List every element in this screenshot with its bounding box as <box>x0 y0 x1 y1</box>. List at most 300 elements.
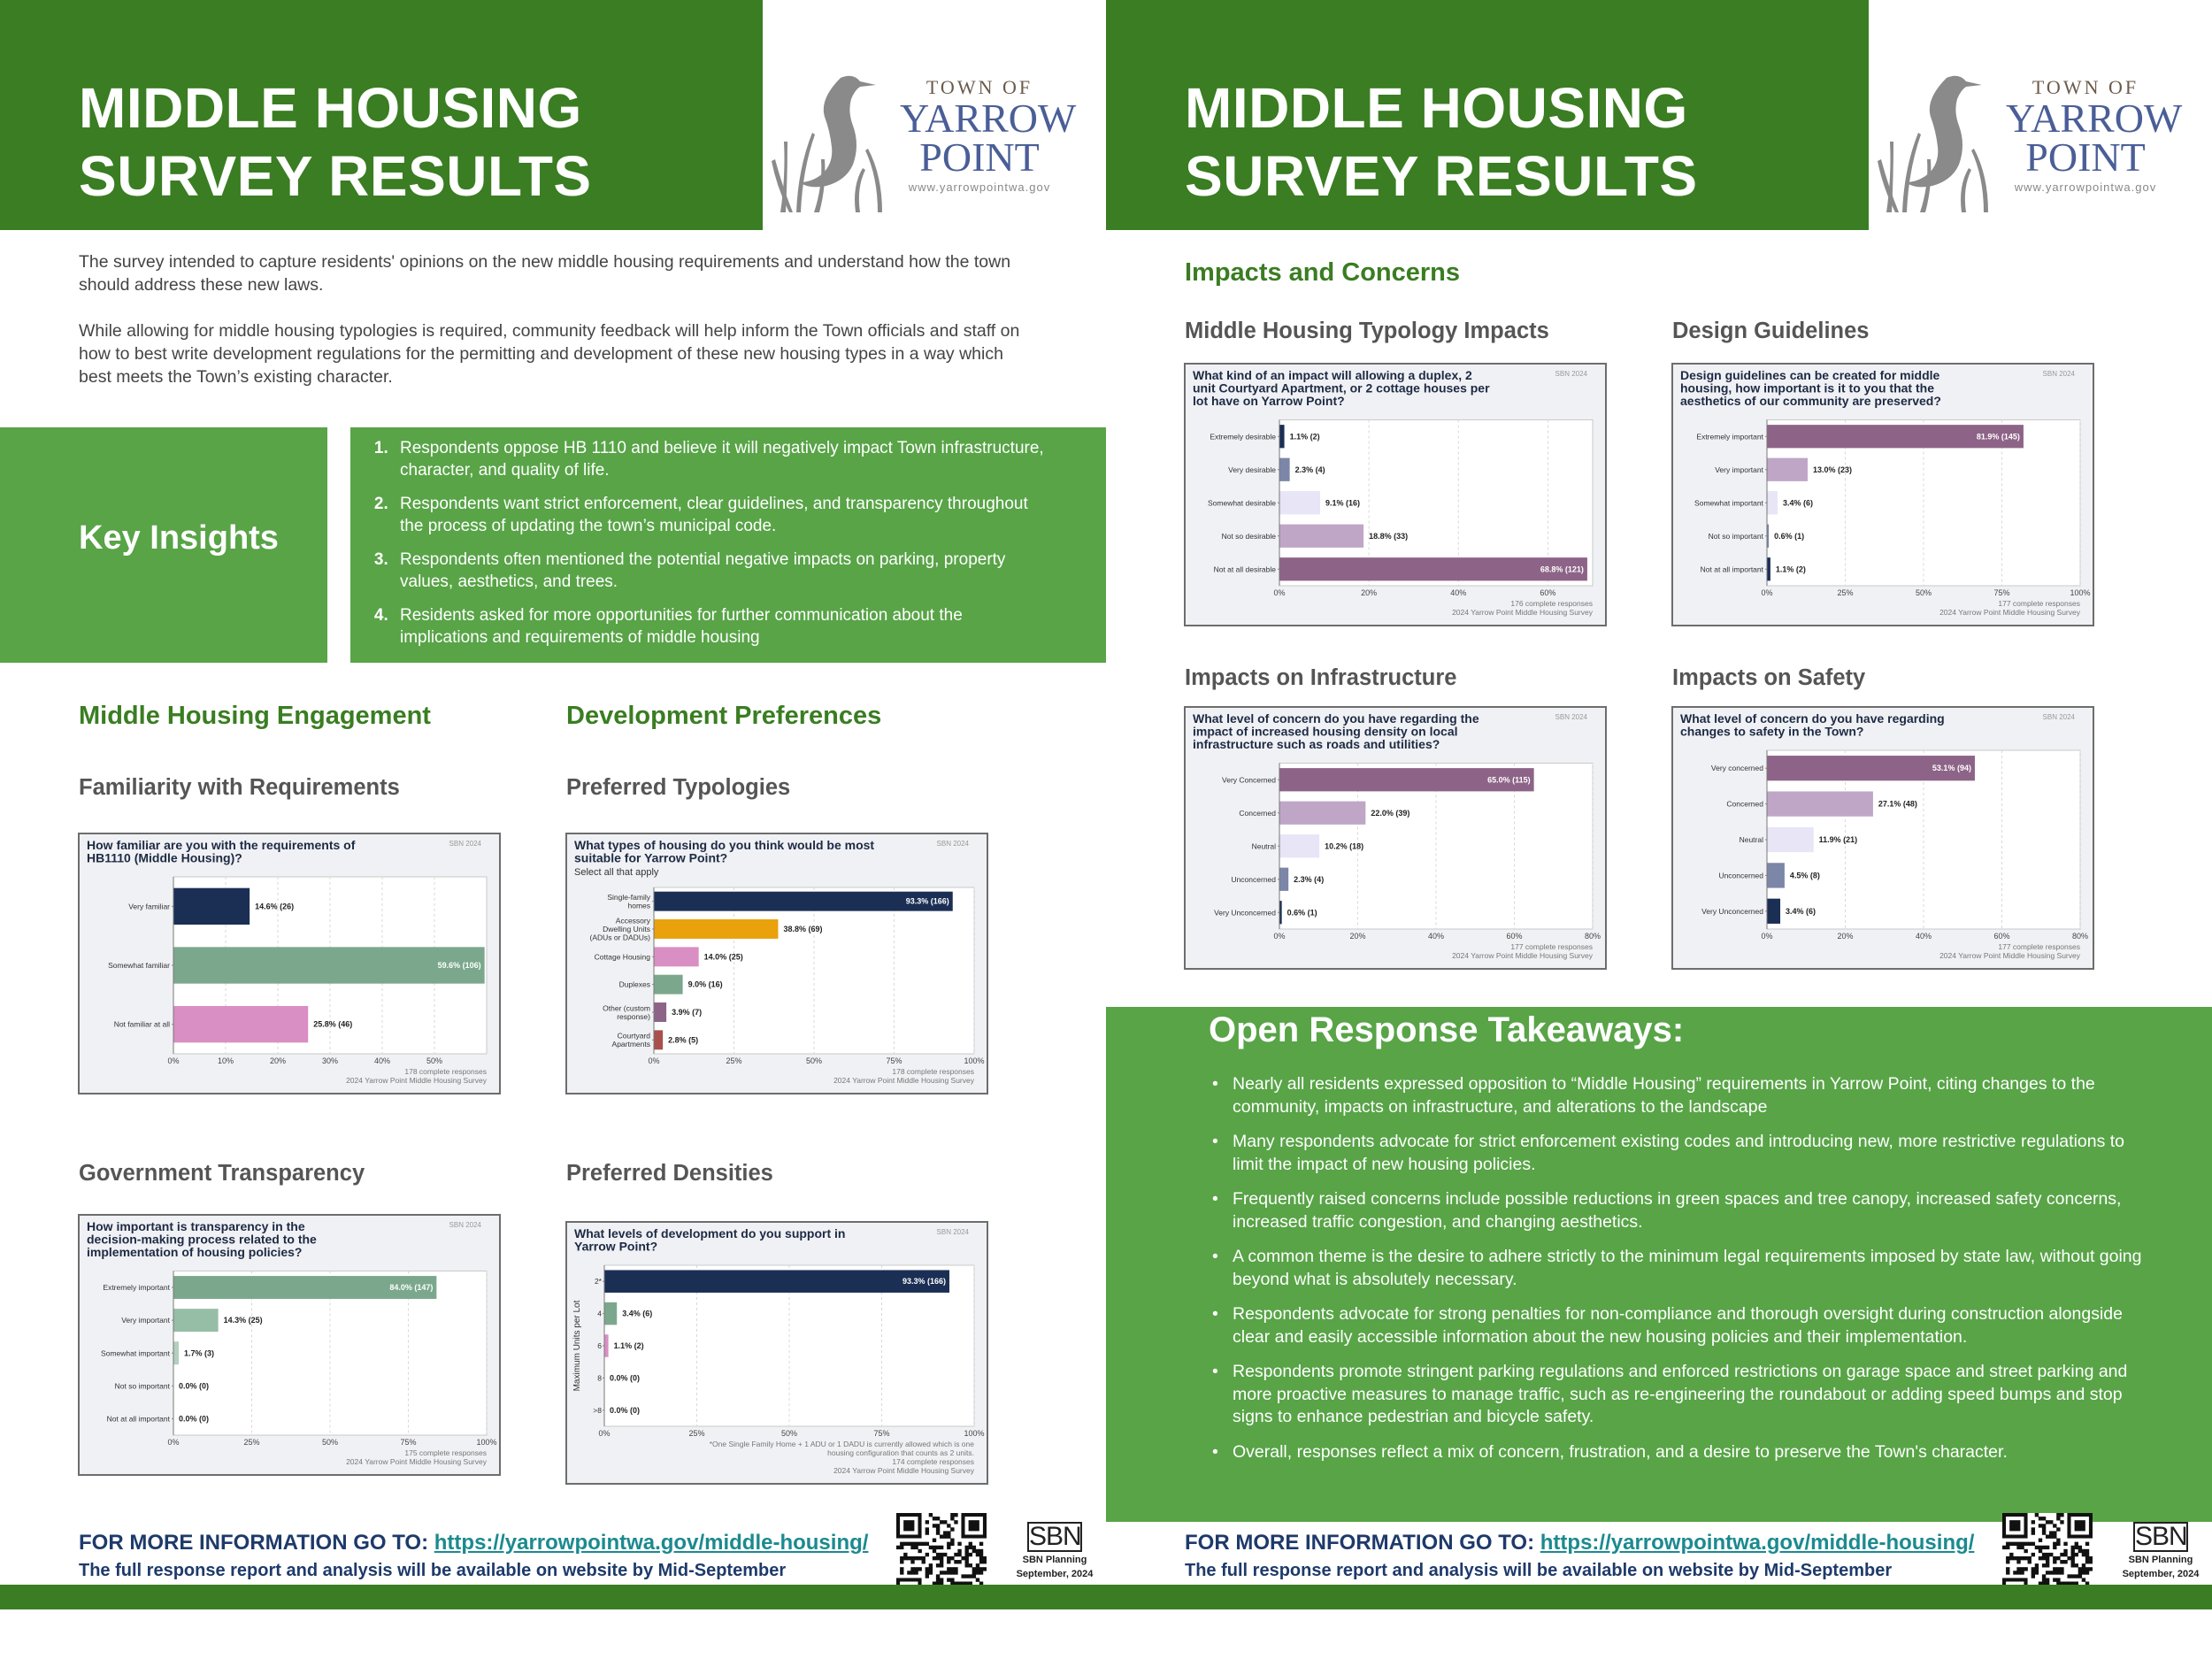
qr-module <box>910 1546 914 1549</box>
qr-module <box>943 1531 947 1534</box>
qr-module <box>910 1560 914 1563</box>
bar <box>1767 827 1814 852</box>
data-label: 84.0% (147) <box>389 1283 434 1293</box>
chart-footnote: 2024 Yarrow Point Middle Housing Survey <box>1939 951 2080 960</box>
bar <box>604 1270 949 1292</box>
qr-module <box>2056 1571 2060 1574</box>
qr-module <box>2013 1571 2016 1574</box>
qr-module <box>2013 1556 2016 1560</box>
data-label: 38.8% (69) <box>783 925 823 933</box>
qr-module <box>2020 1567 2024 1571</box>
chart-title-line: How familiar are you with the requirements of <box>87 838 356 852</box>
bar <box>173 1309 219 1332</box>
qr-module <box>900 1560 903 1563</box>
qr-module <box>2053 1560 2056 1563</box>
subsection-safety: Impacts on Safety <box>1672 665 1866 690</box>
qr-module <box>2006 1571 2009 1574</box>
qr-module <box>926 1574 929 1578</box>
category-label: Very Unconcerned <box>1214 908 1276 918</box>
bar <box>654 975 683 995</box>
qr-module <box>961 1556 964 1560</box>
takeaways-title: Open Response Takeaways: <box>1209 1010 1685 1049</box>
category-label: Neutral <box>1739 835 1763 844</box>
qr-module <box>936 1527 940 1531</box>
logo-point: POINT <box>2025 134 2146 180</box>
data-label: 27.1% (48) <box>1878 799 1917 809</box>
qr-module <box>900 1556 903 1560</box>
footer-lead: FOR MORE INFORMATION GO TO: <box>1185 1531 1540 1555</box>
x-tick-label: 0% <box>167 1056 180 1065</box>
qr-module <box>954 1567 957 1571</box>
qr-module <box>965 1549 969 1553</box>
qr-module <box>2009 1556 2013 1560</box>
data-label: 0.0% (0) <box>179 1381 210 1391</box>
qr-module <box>2071 1560 2075 1563</box>
qr-module <box>2042 1578 2046 1581</box>
chart-title-line: What level of concern do you have regarding <box>1680 711 1945 726</box>
qr-module <box>936 1553 940 1556</box>
x-tick-label: 60% <box>1993 932 2010 941</box>
qr-module <box>2042 1531 2046 1534</box>
chart-title-line: decision-making process related to the <box>87 1232 317 1247</box>
bar <box>654 1030 663 1049</box>
data-label: 93.3% (166) <box>902 1277 946 1286</box>
chart-title-line: How important is transparency in the <box>87 1219 305 1233</box>
data-label: 9.1% (16) <box>1325 498 1361 508</box>
qr-module <box>2046 1578 2049 1581</box>
qr-module <box>947 1556 950 1560</box>
data-label: 14.3% (25) <box>223 1316 263 1325</box>
chart-title-line: What level of concern do you have regarding the <box>1193 711 1479 726</box>
subsection-typologies: Preferred Typologies <box>566 775 791 800</box>
category-label: Very important <box>121 1316 170 1325</box>
qr-module <box>976 1578 979 1581</box>
category-label: Extremely important <box>103 1283 170 1293</box>
qr-module <box>2028 1542 2032 1546</box>
qr-module <box>2075 1542 2078 1546</box>
x-tick-label: 40% <box>1450 588 1467 597</box>
bar <box>1767 458 1808 481</box>
qr-module <box>983 1567 987 1571</box>
insight-item: 3. Respondents often mentioned the potential negative impacts on parking, property values, aesthetics, and trees. <box>393 549 1053 593</box>
category-label: Single-family <box>607 892 650 902</box>
chart-title-line: unit Courtyard Apartment, or 2 cottage houses per <box>1193 380 1490 396</box>
x-tick-label: 0% <box>648 1056 660 1065</box>
category-label: Somewhat important <box>101 1348 170 1358</box>
data-label: 0.6% (1) <box>1774 531 1805 541</box>
qr-module <box>2085 1560 2089 1563</box>
insight-item: 1. Respondents oppose HB 1110 and believe it will negatively impact Town infrastructure, character, and quality of life. <box>393 438 1053 481</box>
data-label: 10.2% (18) <box>1325 841 1364 851</box>
data-label: 93.3% (166) <box>905 896 949 906</box>
qr-module <box>957 1553 961 1556</box>
qr-module <box>2056 1567 2060 1571</box>
qr-module <box>2039 1549 2042 1553</box>
key-insights-list <box>366 438 1053 649</box>
chart-title-line: aesthetics of our community are preserved? <box>1680 394 1941 408</box>
sbn-line-2: September, 2024 <box>2122 1569 2200 1579</box>
logo-town-of: TOWN OF <box>926 76 1033 98</box>
qr-module <box>2035 1567 2039 1571</box>
x-tick-label: 30% <box>321 1056 339 1065</box>
chart-tag: SBN 2024 <box>2042 370 2075 378</box>
qr-module <box>900 1567 903 1571</box>
qr-module <box>947 1534 950 1538</box>
qr-module <box>2028 1560 2032 1563</box>
qr-module <box>2089 1560 2093 1563</box>
qr-module <box>2089 1556 2093 1560</box>
data-label: 3.4% (6) <box>1783 498 1814 508</box>
qr-module <box>976 1567 979 1571</box>
qr-module <box>979 1567 983 1571</box>
qr-module <box>907 1542 910 1546</box>
chart-familiarity <box>78 833 501 1094</box>
data-label: 0.0% (0) <box>610 1373 641 1383</box>
qr-module <box>2009 1542 2013 1546</box>
qr-module <box>2032 1527 2035 1531</box>
qr-module <box>907 1556 910 1560</box>
x-tick-label: 50% <box>1915 588 1932 597</box>
footer-note: The full response report and analysis will be available on website by Mid-September <box>1185 1561 1893 1580</box>
x-tick-label: 75% <box>400 1438 417 1447</box>
category-label: Very familiar <box>128 902 170 911</box>
qr-module <box>926 1527 929 1531</box>
qr-module <box>969 1563 972 1567</box>
chart-footnote: 2024 Yarrow Point Middle Housing Survey <box>1939 608 2080 617</box>
data-label: 2.3% (4) <box>1294 874 1325 884</box>
qr-module <box>950 1578 954 1581</box>
qr-module <box>2046 1553 2049 1556</box>
sbn-mark: SBN <box>2135 1522 2187 1551</box>
y-axis-label: Maximum Units per Lot <box>572 1300 582 1392</box>
category-label: 8 <box>597 1373 602 1383</box>
category-label: Concerned <box>1239 808 1276 818</box>
qr-module <box>2063 1553 2067 1556</box>
x-tick-label: 60% <box>1506 932 1523 941</box>
bar <box>1767 791 1873 816</box>
bar <box>1279 802 1365 825</box>
intro-paragraph-1: The survey intended to capture residents' opinions on the new middle housing requirements and understand how the town should address these new laws. <box>79 252 1011 295</box>
chart-typologies <box>565 833 988 1094</box>
chart-footnote: 177 complete responses <box>1998 942 2080 951</box>
chart-title-line: Design guidelines can be created for middle <box>1680 368 1940 382</box>
qr-module <box>940 1571 943 1574</box>
qr-module <box>926 1571 929 1574</box>
qr-module <box>914 1556 918 1560</box>
qr-module <box>940 1560 943 1563</box>
qr-module <box>2032 1531 2035 1534</box>
x-tick-label: 80% <box>2071 932 2089 941</box>
takeaway-item: • Nearly all residents expressed opposition to “Middle Housing” requirements in Yarrow Point, citing changes to the community, impacts on infrastructure, and alterations to the landscape <box>1210 1073 2159 1118</box>
qr-module <box>947 1571 950 1574</box>
qr-module <box>2039 1517 2042 1520</box>
qr-module <box>954 1560 957 1563</box>
category-label: Very Unconcerned <box>1701 906 1763 916</box>
data-label: 9.0% (16) <box>687 979 723 989</box>
bar <box>1279 525 1363 548</box>
qr-module <box>947 1560 950 1563</box>
qr-module <box>947 1567 950 1571</box>
chart-title-line: Yarrow Point? <box>574 1239 658 1254</box>
category-label: Cottage Housing <box>594 952 650 962</box>
footer-link[interactable]: https://yarrowpointwa.gov/middle-housing/ <box>1540 1531 1975 1555</box>
qr-module <box>972 1574 976 1578</box>
data-label: 1.1% (2) <box>613 1341 644 1350</box>
x-tick-label: 100% <box>476 1438 497 1447</box>
x-tick-label: 25% <box>688 1429 705 1438</box>
takeaway-item: • Many respondents advocate for strict enforcement existing codes and introducing new, more restrictive regulations to limit the impact of new housing policies. <box>1210 1131 2159 1176</box>
chart-typology-impacts <box>1184 363 1607 626</box>
insight-item: 4. Residents asked for more opportunities for further communication about the implications and requirements of middle housing <box>393 605 1053 649</box>
category-label: Apartments <box>611 1040 650 1049</box>
subsection-transparency: Government Transparency <box>79 1161 365 1186</box>
right-town-logo <box>1869 0 2212 230</box>
takeaway-item: • Frequently raised concerns include possible reductions in green spaces and tree canopy, increased safety concerns, increased traffic congestion, and changing aesthetics. <box>1210 1188 2159 1233</box>
qr-module <box>2002 1546 2006 1549</box>
logo-wordmark <box>2006 76 2183 194</box>
qr-module <box>950 1517 954 1520</box>
qr-module <box>2006 1560 2009 1563</box>
qr-module <box>2089 1567 2093 1571</box>
qr-module <box>926 1531 929 1534</box>
data-label: 1.1% (2) <box>1775 565 1806 574</box>
qr-module <box>922 1542 926 1546</box>
qr-module <box>929 1571 933 1574</box>
qr-module <box>979 1549 983 1553</box>
chart-title-line: lot have on Yarrow Point? <box>1193 394 1345 408</box>
qr-module <box>2016 1556 2020 1560</box>
qr-module <box>2049 1520 2053 1524</box>
qr-module <box>2049 1531 2053 1534</box>
title-line-1: MIDDLE HOUSING <box>79 76 582 140</box>
takeaways-box <box>1106 1007 2212 1522</box>
chart-tag: SBN 2024 <box>1555 370 1587 378</box>
category-label: response) <box>617 1011 650 1021</box>
qr-module <box>2071 1549 2075 1553</box>
bar <box>1279 458 1290 481</box>
chart-footnote: 2024 Yarrow Point Middle Housing Survey <box>346 1076 487 1085</box>
x-tick-label: 40% <box>373 1056 391 1065</box>
bar <box>173 1006 308 1042</box>
category-label: Not so important <box>1708 531 1763 541</box>
x-tick-label: 50% <box>321 1438 339 1447</box>
x-tick-label: 50% <box>805 1056 823 1065</box>
qr-module <box>2020 1556 2024 1560</box>
left-title-banner <box>0 0 763 230</box>
qr-module <box>918 1556 921 1560</box>
qr-module <box>900 1546 903 1549</box>
x-tick-label: 25% <box>243 1438 260 1447</box>
qr-module <box>896 1546 900 1549</box>
qr-module <box>2042 1556 2046 1560</box>
plot-area <box>654 887 974 1054</box>
category-label: Unconcerned <box>1231 874 1276 884</box>
section-impacts-concerns: Impacts and Concerns <box>1185 258 1461 287</box>
data-label: 2.8% (5) <box>668 1035 699 1045</box>
qr-module <box>2046 1520 2049 1524</box>
footer-note: The full response report and analysis will be available on website by Mid-September <box>79 1561 787 1580</box>
qr-module <box>2032 1520 2035 1524</box>
category-label: Very desirable <box>1228 465 1276 474</box>
subsection-infrastructure: Impacts on Infrastructure <box>1185 665 1457 690</box>
qr-module <box>926 1567 929 1571</box>
chart-footnote: 2024 Yarrow Point Middle Housing Survey <box>1452 951 1593 960</box>
data-label: 59.6% (106) <box>437 961 481 970</box>
qr-module <box>2053 1524 2056 1527</box>
category-label: Not so desirable <box>1221 531 1276 541</box>
section-development: Development Preferences <box>566 702 882 730</box>
qr-module <box>2024 1556 2027 1560</box>
x-tick-label: 10% <box>217 1056 234 1065</box>
chart-title-line: changes to safety in the Town? <box>1680 724 1864 739</box>
bar <box>173 888 250 925</box>
logo-url: www.yarrowpointwa.gov <box>2014 180 2157 194</box>
x-tick-label: 100% <box>2070 588 2091 597</box>
qr-module <box>2082 1549 2085 1553</box>
qr-module <box>900 1542 903 1546</box>
qr-module <box>2053 1556 2056 1560</box>
qr-module <box>972 1571 976 1574</box>
chart-footnote: 2024 Yarrow Point Middle Housing Survey <box>1452 608 1593 617</box>
qr-module <box>2024 1549 2027 1553</box>
qr-module <box>936 1531 940 1534</box>
key-insights-label-box <box>0 427 327 663</box>
qr-module <box>954 1553 957 1556</box>
qr-module <box>936 1574 940 1578</box>
qr-module <box>2071 1563 2075 1567</box>
qr-module <box>2053 1571 2056 1574</box>
x-tick-label: 50% <box>426 1056 443 1065</box>
qr-module <box>2075 1553 2078 1556</box>
qr-module <box>2024 1542 2027 1546</box>
qr-module <box>929 1567 933 1571</box>
qr-module <box>933 1556 936 1560</box>
qr-module <box>2085 1553 2089 1556</box>
qr-module <box>940 1520 943 1524</box>
logo-url: www.yarrowpointwa.gov <box>908 180 1051 194</box>
chart-footnote: 177 complete responses <box>1998 599 2080 608</box>
qr-module <box>2042 1524 2046 1527</box>
qr-module <box>936 1546 940 1549</box>
qr-module <box>926 1542 929 1546</box>
qr-module <box>2056 1513 2060 1517</box>
qr-module <box>950 1571 954 1574</box>
category-label: Courtyard <box>617 1031 650 1041</box>
qr-module <box>936 1517 940 1520</box>
x-tick-label: 25% <box>1837 588 1854 597</box>
qr-module <box>979 1571 983 1574</box>
data-label: 53.1% (94) <box>1932 764 1971 773</box>
qr-module <box>2082 1553 2085 1556</box>
qr-module <box>2053 1534 2056 1538</box>
sbn-line-1: SBN Planning <box>2128 1555 2193 1565</box>
qr-module <box>943 1553 947 1556</box>
chart-footnote: *One Single Family Home + 1 ADU or 1 DADU is currently allowed which is one <box>709 1440 974 1448</box>
qr-module <box>933 1546 936 1549</box>
title-line-2: SURVEY RESULTS <box>79 144 592 208</box>
category-label: Extremely desirable <box>1210 432 1276 442</box>
qr-module <box>2060 1520 2063 1524</box>
data-label: 25.8% (46) <box>313 1019 353 1029</box>
qr-module <box>914 1542 918 1546</box>
qr-module <box>2085 1549 2089 1553</box>
bar <box>1279 868 1288 891</box>
qr-module <box>957 1542 961 1546</box>
qr-module <box>2035 1563 2039 1567</box>
category-label: Somewhat important <box>1694 498 1763 508</box>
qr-module <box>940 1546 943 1549</box>
subsection-typology-impacts: Middle Housing Typology Impacts <box>1185 319 1549 343</box>
heron-icon <box>1878 71 2010 212</box>
qr-module <box>2006 1567 2009 1571</box>
qr-module <box>950 1556 954 1560</box>
qr-module <box>2067 1574 2070 1578</box>
subsection-densities: Preferred Densities <box>566 1161 773 1186</box>
footer-link[interactable]: https://yarrowpointwa.gov/middle-housing/ <box>434 1531 869 1555</box>
sbn-line-2: September, 2024 <box>1016 1569 1094 1579</box>
qr-module <box>922 1556 926 1560</box>
bar <box>1767 863 1785 887</box>
logo-wordmark <box>900 76 1077 194</box>
chart-title-line: housing, how important is it to you that the <box>1680 380 1934 396</box>
category-label: Extremely important <box>1696 432 1763 442</box>
qr-module <box>979 1553 983 1556</box>
bar <box>604 1334 609 1356</box>
category-label: >8 <box>593 1405 602 1415</box>
qr-module <box>2039 1524 2042 1527</box>
category-label: Concerned <box>1726 799 1763 809</box>
qr-module <box>918 1549 921 1553</box>
insight-item: 2. Respondents want strict enforcement, clear guidelines, and transparency throughout the process of updating the town’s municipal code. <box>393 494 1053 537</box>
chart-densities <box>565 1221 988 1485</box>
category-label: Dwelling Units <box>603 925 650 933</box>
qr-module <box>972 1567 976 1571</box>
x-tick-label: 0% <box>598 1429 611 1438</box>
chart-footnote: 174 complete responses <box>892 1457 974 1466</box>
qr-module <box>914 1567 918 1571</box>
title-line-2: SURVEY RESULTS <box>1185 144 1698 208</box>
qr-module <box>940 1563 943 1567</box>
category-label: Neutral <box>1251 841 1276 851</box>
qr-module <box>933 1549 936 1553</box>
qr-module <box>2032 1574 2035 1578</box>
qr-module <box>2078 1571 2082 1574</box>
chart-tag: SBN 2024 <box>936 840 969 848</box>
chart-design <box>1671 363 2094 626</box>
qr-module <box>969 1574 972 1578</box>
qr-module <box>2053 1546 2056 1549</box>
qr-module <box>2085 1571 2089 1574</box>
qr-module <box>933 1517 936 1520</box>
sbn-logo <box>1010 1522 1099 1580</box>
data-label: 13.0% (23) <box>1813 465 1853 474</box>
qr-module <box>918 1542 921 1546</box>
data-label: 3.4% (6) <box>1786 906 1816 916</box>
qr-module <box>2063 1549 2067 1553</box>
chart-footnote: 2024 Yarrow Point Middle Housing Survey <box>833 1466 974 1475</box>
x-tick-label: 0% <box>1273 588 1286 597</box>
qr-module <box>979 1542 983 1546</box>
qr-module <box>2049 1534 2053 1538</box>
qr-module <box>2056 1542 2060 1546</box>
qr-module <box>936 1563 940 1567</box>
qr-module <box>2078 1567 2082 1571</box>
data-label: 3.9% (7) <box>672 1008 703 1017</box>
qr-module <box>2016 1560 2020 1563</box>
left-town-logo <box>763 0 1106 230</box>
qr-module <box>936 1578 940 1581</box>
data-label: 11.9% (21) <box>1818 835 1858 844</box>
